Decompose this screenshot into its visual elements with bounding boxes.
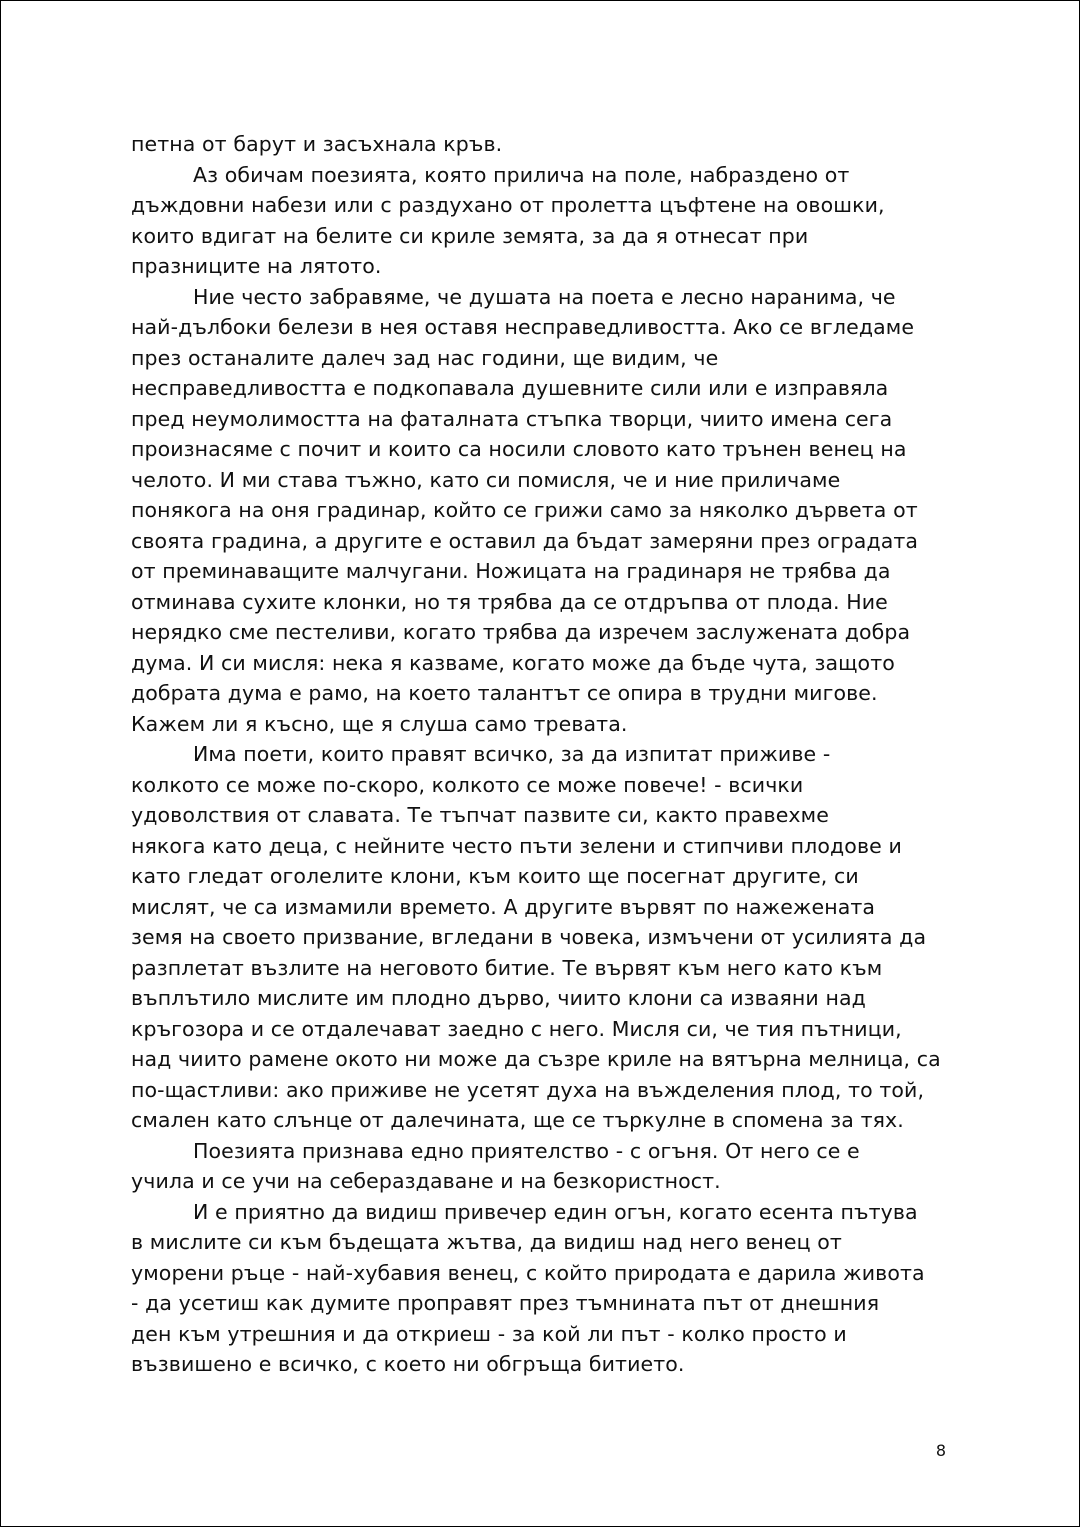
text-line: някога като деца, с нейните често пъти зелени и стипчиви плодове и [131,833,902,858]
text-line: от преминаващите малчугани. Ножицата на градинаря не трябва да [131,559,891,583]
text-line: нерядко сме пестеливи, когато трябва да изречем заслужената добра [131,620,911,644]
text-line: удоволствия от славата. Те тъпчат пазвите си, както правехме [131,803,829,827]
text-line: Ние често забравяме, че душата на поета е лесно наранима, че [193,284,896,309]
text-line: учила и се учи на себераздаване и на безкористност. [131,1169,721,1193]
text-line: възвишено е всичко, с което ни обгръща битието. [131,1352,685,1376]
text-line: смален като слънце от далечината, ще се търкулне в спомена за тях. [131,1108,904,1132]
text-line: - да усетиш как думите проправят през тъмнината път от днешния [131,1291,880,1315]
text-line: мислят, че са измамили времето. А другите вървят по нажежената [131,894,876,919]
text-line: ден към утрешния и да откриеш - за кой ли път - колко просто и [131,1321,847,1346]
text-line: въплътило мислите им плодно дърво, чиито клони са изваяни над [131,986,866,1010]
text-line: дъждовни набези или с раздухано от пролетта цъфтене на овошки, [131,193,885,217]
paragraph [131,160,951,282]
text-line: разплетат възлите на неговото битие. Те вървят към него като към [131,955,883,980]
page-number: 8 [935,1441,947,1460]
text-line: които вдигат на белите си криле земята, за да я отнесат при [131,223,809,248]
text-line: уморени ръце - най-хубавия венец, с който природата е дарила живота [131,1260,925,1285]
text-line: пред неумолимостта на фаталната стъпка творци, чиито имена сега [131,406,893,431]
text-line: Кажем ли я късно, ще я слуша само тревата. [131,711,628,736]
paragraph [131,1136,951,1197]
text-line: петна от барут и засъхнала кръв. [131,132,503,156]
text-line: произнасяме с почит и които са носили словото като трънен венец на [131,437,907,461]
text-line: по-щастливи: ако приживе не усетят духа на въжделения плод, то той, [131,1077,925,1102]
text-line: над чиито рамене окото ни може да съзре криле на вятърна мелница, са [131,1047,941,1071]
text-line: отминава сухите клонки, но тя трябва да се отдръпва от плода. Ние [131,589,888,614]
text-line: добрата дума е рамо, на което талантът се опира в трудни мигове. [131,681,878,705]
text-line: дума. И си мисля: нека я казваме, когато може да бъде чута, защото [131,650,895,675]
paragraph [131,282,951,740]
paragraph [131,739,951,1136]
text-line: празниците на лятото. [131,254,382,278]
text-line: в мислите си към бъдещата жътва, да видиш над него венец от [131,1230,842,1254]
text-line: понякога на оня градинар, който се грижи само за няколко дървета от [131,498,918,522]
text-line: през останалите далеч зад нас години, ще видим, че [131,345,719,370]
text-line: колкото се може по-скоро, колкото се може повече! - всички [131,772,804,797]
paragraph [131,129,951,160]
text-line: като гледат оголелите клони, към които ще посегнат другите, си [131,864,859,888]
body-text [131,129,951,1380]
paragraph [131,1197,951,1380]
text-line: челото. И ми става тъжно, като си помисля, че и ние приличаме [131,467,841,492]
text-line: кръгозора и се отдалечават заедно с него. Мисля си, че тия пътници, [131,1016,902,1041]
text-line: Има поети, които правят всичко, за да изпитат приживе - [193,742,831,766]
text-line: Аз обичам поезията, която прилича на поле, набраздено от [193,162,850,187]
text-line: Поезията признава едно приятелство - с огъня. От него се е [193,1138,860,1163]
text-line: несправедливостта е подкопавала душевните сили или е изправяла [131,376,889,400]
text-line: най-дълбоки белези в нея оставя несправедливостта. Ако се вгледаме [131,315,915,339]
text-line: своята градина, а другите е оставил да бъдат замеряни през оградата [131,528,919,553]
text-line: И е приятно да видиш привечер един огън, когато есента пътува [193,1199,918,1224]
text-line: земя на своето призвание, вгледани в човека, измъчени от усилията да [131,925,927,949]
